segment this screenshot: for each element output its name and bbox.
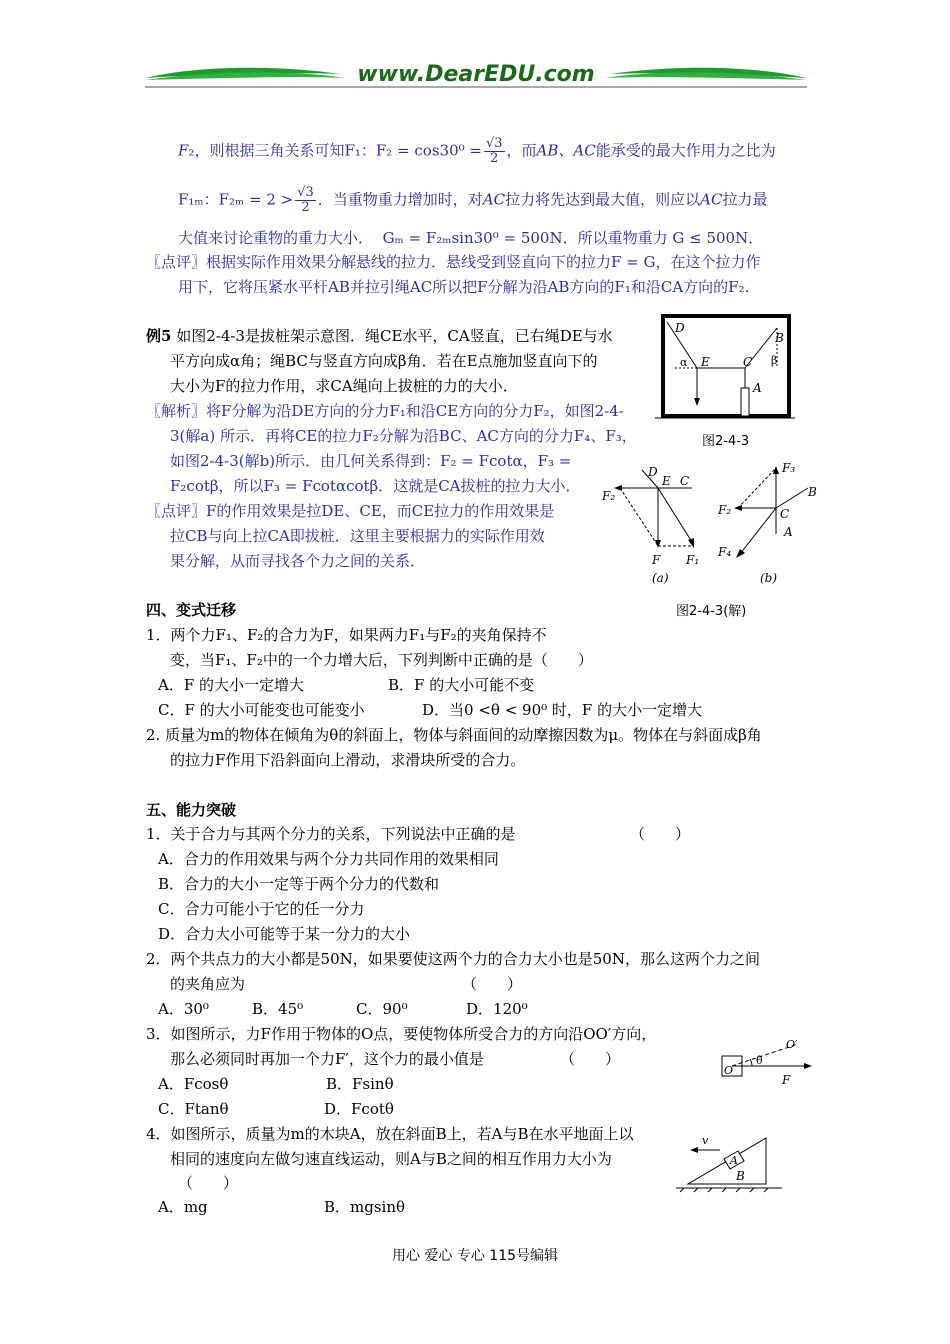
- s5-q4-line1: 4．如图所示，质量为m的木块A，放在斜面B上，若A与B在水平地面上以: [146, 1125, 634, 1143]
- analysis-line-4: F₂cotβ，所以F₃ = Fcotαcotβ．这就是CA拔桩的拉力大小．: [170, 477, 581, 495]
- example5-line-3: 大小为F的拉力作用，求CA绳向上拔桩的力的大小．: [170, 377, 518, 395]
- figsol-b-C: C: [780, 507, 790, 521]
- fraction-sqrt3-over-2: $\frac{√3}{2}$: [485, 136, 503, 166]
- s5-q3-option-C: C．Ftanθ: [158, 1100, 229, 1118]
- figure-2-4-3-solution-caption: 图2-4-3(解): [676, 604, 747, 619]
- s5-q3-option-A: A．Fcosθ: [158, 1075, 229, 1093]
- fig243-label-B: B: [775, 331, 784, 345]
- figq3-label-F: F: [782, 1073, 791, 1087]
- s5-q1-paren: （ ）: [630, 825, 691, 843]
- figure-2-4-3-solution: [600, 458, 830, 588]
- example5-line-2: 平方向成α角；绳BC与竖直方向成β角．若在E点施加竖直向下的: [170, 352, 598, 370]
- fig243-label-alpha: α: [680, 356, 688, 369]
- s4-q2-line1: 2. 质量为m的物体在倾角为θ的斜面上，物体与斜面间的动摩擦因数为μ。物体在与斜面成β角: [146, 726, 762, 744]
- fig243-label-beta: β: [771, 354, 778, 367]
- figsol-a-D: D: [648, 465, 658, 479]
- figsol-a-C: C: [680, 474, 690, 488]
- s5-q3-paren: （ ）: [560, 1050, 621, 1068]
- example5-line-1: 例5 如图2-4-3是拔桩架示意图．绳CE水平，CA竖直，已右绳DE与水: [146, 327, 613, 345]
- s5-q2-option-A: A．30⁰: [158, 1000, 209, 1018]
- solution-line-3: 大值来讨论重物的重力大小． Gₘ = F₂ₘsin30⁰ = 500N．所以重物重力 G ≤ 500N．: [178, 229, 764, 247]
- example5-label: 例5: [146, 327, 172, 345]
- s5-q4-option-A: A．mg: [158, 1198, 208, 1216]
- review-line-1: 〖点评〗根据实际作用效果分解悬线的拉力．悬线受到竖直向下的拉力F = G，在这个拉力作: [146, 253, 761, 271]
- solution-line-1: F₂，则根据三角关系可知F₁：F₂ = cos30⁰ = $\frac{√3}{2}$ ，而AB、AC能承受的最大作用力之比为: [178, 136, 776, 166]
- section4-title: 四、变式迁移: [146, 601, 237, 619]
- figsol-a-F: F: [652, 553, 661, 567]
- s4-q1-option-B: B．F 的大小可能不变: [388, 676, 535, 694]
- fig243-label-E: E: [701, 355, 710, 369]
- site-logo: www.DearEDU.com: [357, 62, 595, 87]
- s5-q4-option-B: B．mgsinθ: [324, 1198, 406, 1216]
- figq4-label-B: B: [736, 1169, 745, 1183]
- force-decomposition-diagram: [600, 458, 830, 588]
- solution-line-2: F₁ₘ：F₂ₘ = 2 > $\frac{√3}{2}$ ．当重物重力增加时，对AC拉力将先达到最大值，则应以AC拉力最: [178, 185, 768, 215]
- review-line-2: 用下，它将压紧水平杆AB并拉引绳AC所以把F分解为沿AB方向的F₁和沿CA方向的F₂.: [178, 278, 750, 296]
- figq3-label-O: O: [724, 1064, 734, 1077]
- s5-q1-option-C: C．合力可能小于它的任一分力: [158, 900, 365, 918]
- s5-q2-option-C: C．90⁰: [356, 1000, 408, 1018]
- fig243-label-D: D: [675, 321, 685, 335]
- figsol-b-F2: F₂: [718, 503, 732, 517]
- pile-frame-diagram: [655, 314, 795, 426]
- header-banner: [145, 60, 807, 92]
- s4-q1-line1: 1．两个力F₁、F₂的合力为F，如果两力F₁与F₂的夹角保持不: [146, 626, 547, 644]
- fig243-label-C: C: [743, 355, 753, 369]
- footer-text: 用心 爱心 专心 115号编辑: [391, 1248, 559, 1264]
- analysis-line-2: 3(解a) 所示．再将CE的拉力F₂分解为沿BC、AC方向的分力F₄、F₃，: [170, 427, 637, 445]
- s5-q2-option-D: D．120⁰: [466, 1000, 528, 1018]
- s5-q3-line2: 那么必须同时再加一个力F′，这个力的最小值是: [170, 1050, 484, 1068]
- s5-q2-line1: 2．两个共点力的大小都是50N，如果要使这两个力的合力大小也是50N，那么这两个力之间: [146, 950, 760, 968]
- figsol-a-F1: F₁: [686, 553, 700, 567]
- s5-q4-line2: 相同的速度向左做匀速直线运动，则A与B之间的相互作用力大小为: [170, 1150, 612, 1168]
- block-on-incline-diagram: [674, 1128, 784, 1194]
- s4-q1-option-A: A．F 的大小一定增大: [158, 676, 305, 694]
- review2-line-3: 果分解，从而寻找各个力之间的关系．: [170, 552, 426, 570]
- s5-q3-option-D: D．Fcotθ: [324, 1100, 394, 1118]
- analysis-line-1: 〖解析〗将F分解为沿DE方向的分力F₁和沿CE方向的分力F₂，如图2-4-: [146, 402, 624, 420]
- figsol-b-A: A: [784, 525, 793, 539]
- s5-q3-line1: 3．如图所示，力F作用于物体的O点，要使物体所受合力的方向沿OO′方向，: [146, 1025, 657, 1043]
- figure-q4: [674, 1128, 784, 1194]
- figsol-b-B: B: [808, 485, 817, 499]
- fig243-label-A: A: [753, 381, 762, 395]
- s5-q2-line2: 的夹角应为: [170, 975, 246, 993]
- s5-q1-option-A: A．合力的作用效果与两个分力共同作用的效果相同: [158, 850, 499, 868]
- figq3-label-Oprime: O′: [786, 1038, 798, 1051]
- figsol-b-label: (b): [760, 571, 778, 585]
- review2-line-2: 拉CB与向上拉CA即拔桩．这里主要根据力的实际作用效: [170, 527, 545, 545]
- figure-2-4-3: [655, 314, 795, 426]
- force-on-object-diagram: [716, 1036, 816, 1092]
- s4-q1-option-D: D．当0 <θ < 90⁰ 时，F 的大小一定增大: [422, 701, 703, 719]
- figsol-a-E: E: [662, 474, 671, 488]
- figq4-label-v: v: [702, 1134, 709, 1147]
- s4-q1-option-C: C．F 的大小可能变也可能变小: [158, 701, 365, 719]
- s5-q1-option-D: D．合力大小可能等于某一分力的大小: [158, 925, 411, 943]
- s5-q2-option-B: B．45⁰: [252, 1000, 304, 1018]
- fraction-sqrt3-over-2-b: $\frac{√3}{2}$: [297, 185, 314, 215]
- s5-q2-paren: （ ）: [462, 975, 523, 993]
- figsol-a-F2: F₂: [602, 489, 616, 503]
- figsol-b-F3: F₃: [782, 461, 796, 475]
- s4-q2-line2: 的拉力F作用下沿斜面向上滑动，求滑块所受的合力。: [170, 751, 526, 769]
- analysis-line-3: 如图2-4-3(解b)所示．由几何关系得到：F₂ = Fcotα，F₃ =: [170, 452, 572, 470]
- s5-q1: 1．关于合力与其两个分力的关系，下列说法中正确的是: [146, 825, 516, 843]
- s5-q3-option-B: B．Fsinθ: [326, 1075, 394, 1093]
- figsol-a-label: (a): [652, 571, 669, 585]
- s5-q4-paren: （ ）: [178, 1174, 239, 1192]
- review2-line-1: 〖点评〗F的作用效果是拉DE、CE，而CE拉力的作用效果是: [146, 502, 555, 520]
- s5-q1-option-B: B．合力的大小一定等于两个分力的代数和: [158, 875, 440, 893]
- s4-q1-line2: 变，当F₁、F₂中的一个力增大后，下列判断中正确的是（ ）: [170, 651, 593, 669]
- figq3-label-theta: θ: [756, 1054, 763, 1067]
- figure-q3: [716, 1036, 816, 1092]
- figure-2-4-3-caption: 图2-4-3: [702, 434, 750, 449]
- section5-title: 五、能力突破: [146, 801, 237, 819]
- figsol-b-F4: F₄: [718, 545, 732, 559]
- figq4-label-A: A: [730, 1154, 738, 1167]
